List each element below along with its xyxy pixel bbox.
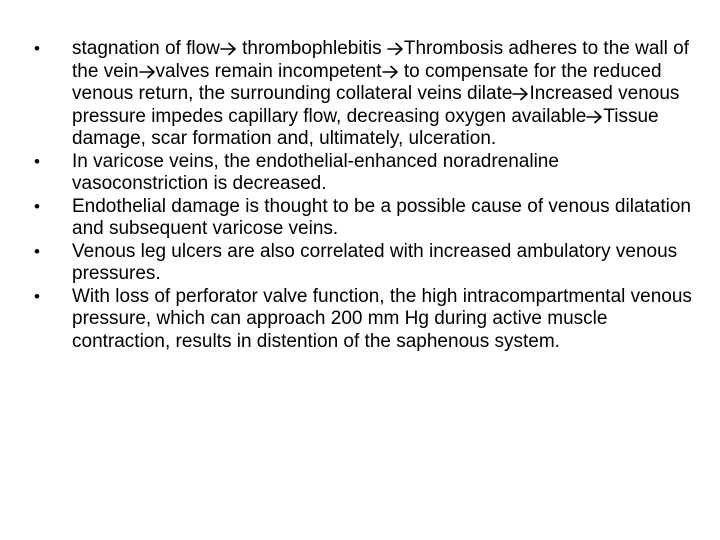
bullet-text: In varicose veins, the endothelial-enhanced noradrenaline vasoconstriction is decreased. <box>72 150 559 194</box>
arrow-right-icon <box>387 42 404 56</box>
pathway-step-4: valves remain incompetent <box>155 60 382 82</box>
bullet-dot: • <box>34 286 40 306</box>
bullet-item-3 <box>34 196 694 241</box>
bullet-item-4 <box>34 241 694 286</box>
bullet-list <box>34 38 694 353</box>
pathway-step-1: stagnation of flow <box>72 38 220 59</box>
pathway-step-2: thrombophlebitis <box>236 38 387 59</box>
arrow-right-icon <box>586 110 603 124</box>
bullet-dot: • <box>34 39 40 58</box>
bullet-text: With loss of perforator valve function, the high intracompartmental venous pressure, which can approach 200 mm Hg during active muscle contraction, results in distention of the saphenous system. <box>72 285 692 352</box>
bullet-dot: • <box>34 196 40 216</box>
arrow-right-icon <box>220 42 237 56</box>
bullet-dot: • <box>34 241 40 261</box>
bullet-item-5 <box>34 286 694 354</box>
pathway-step-3: Thrombosis adheres to the wall of the vein <box>72 38 689 82</box>
pathway-step-6: Increased venous pressure impedes capillary flow, decreasing oxygen available <box>72 83 680 127</box>
bullet-text: Venous leg ulcers are also correlated with increased ambulatory venous pressures. <box>72 240 678 284</box>
arrow-right-icon <box>382 65 399 79</box>
bullet-item-2 <box>34 151 694 196</box>
pathway-step-5: to compensate for the reduced venous return, the surrounding collateral veins dilate <box>72 60 662 104</box>
arrow-right-icon <box>512 87 529 101</box>
bullet-item-1 <box>34 38 694 151</box>
pathway-step-7: Tissue damage, scar formation and, ultimately, ulceration. <box>72 105 659 149</box>
bullet-text: Endothelial damage is thought to be a possible cause of venous dilatation and subsequent varicose veins. <box>72 195 691 239</box>
arrow-right-icon <box>139 65 156 79</box>
bullet-dot: • <box>34 151 40 171</box>
